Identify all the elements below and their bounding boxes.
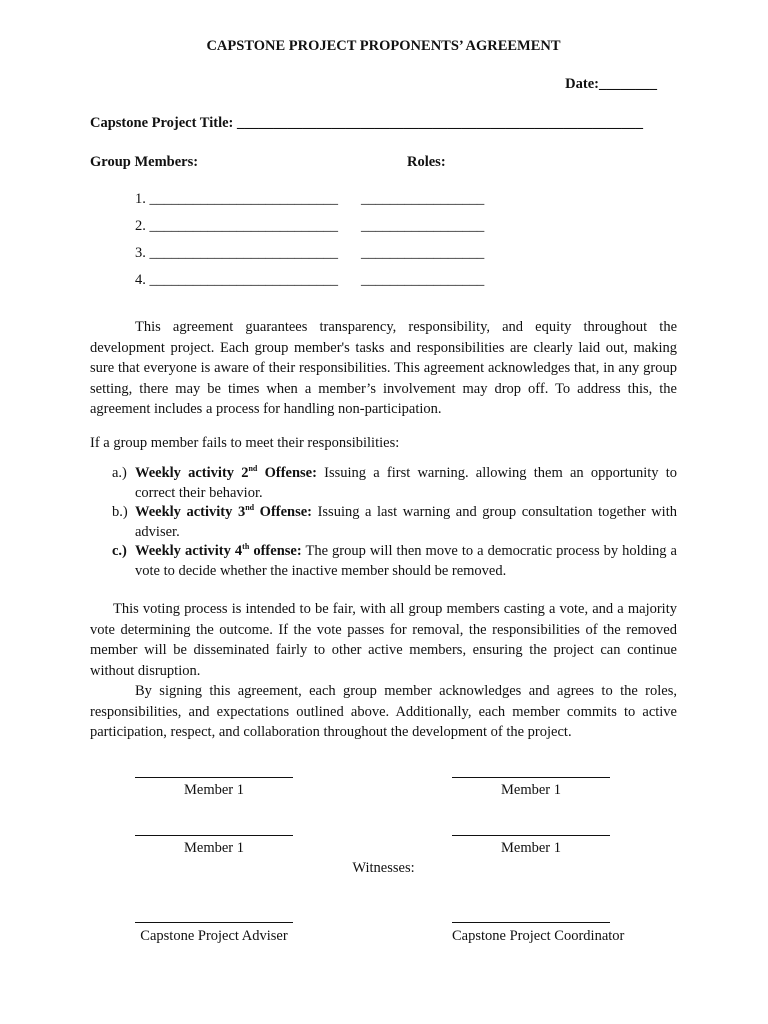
- signature-label-member: Member 1: [501, 782, 561, 798]
- member-line-1: [135, 191, 338, 208]
- signature-line: [135, 922, 293, 923]
- offense-text: The group will then move to a democratic process by holding a vote to decide whether the inactive member should be removed.: [135, 543, 677, 579]
- role-line-2: _________________: [361, 218, 485, 234]
- member-number: 3.: [135, 245, 146, 261]
- fail-intro-text: If a group member fails to meet their responsibilities:: [90, 435, 400, 451]
- offense-item-c: [112, 542, 677, 581]
- member-line-4: [135, 272, 338, 289]
- signature-line: [135, 777, 293, 778]
- offense-item-a: [112, 464, 677, 503]
- signature-line: [135, 835, 293, 836]
- role-line-3: _________________: [361, 245, 485, 261]
- document-page: [90, 0, 677, 1024]
- offense-list: [112, 464, 677, 581]
- witnesses-label: Witnesses:: [352, 860, 415, 876]
- signature-label-coordinator: Capstone Project Coordinator: [452, 928, 625, 944]
- member-line-3: [135, 245, 338, 262]
- offense-marker: a.): [112, 465, 127, 481]
- member-line-2: [135, 218, 338, 235]
- signature-label-member: Member 1: [501, 840, 561, 856]
- offense-heading: Weekly activity 3nd Offense:: [135, 503, 313, 520]
- signature-label-adviser: Capstone Project Adviser: [140, 928, 288, 944]
- intro-paragraph: This agreement guarantees transparency, responsibility, and equity throughout the development project. Each group member's tasks and responsibilities are clearly laid out, making sure that everyone is aware of their responsibilities. This agreement acknowledges that, in any group setting, there may be times when a member’s involvement may drop off. To address this, the agreement includes a process for handling non-participation.: [90, 319, 677, 417]
- member-blank: __________________________: [149, 191, 338, 207]
- signing-paragraph: By signing this agreement, each group member acknowledges and agrees to the roles, responsibilities, and expectations outlined above. Additionally, each member commits to active participation, respect, and collaboration throughout the development of the project.: [90, 683, 677, 740]
- offense-text: Issuing a last warning and group consultation together with adviser.: [135, 504, 677, 540]
- signature-line: [452, 777, 610, 778]
- offense-text: Issuing a first warning. allowing them an opportunity to correct their behavior.: [135, 465, 677, 501]
- group-members-heading: Group Members:: [90, 154, 199, 170]
- document-title: CAPSTONE PROJECT PROPONENTS’ AGREEMENT: [206, 38, 561, 54]
- member-number: 4.: [135, 272, 146, 288]
- signature-line: [452, 922, 610, 923]
- member-blank: __________________________: [149, 272, 338, 288]
- signature-label-member: Member 1: [184, 782, 244, 798]
- role-line-1: _________________: [361, 191, 485, 207]
- signature-label-member: Member 1: [184, 840, 244, 856]
- offense-heading: Weekly activity 4th offense:: [135, 542, 302, 559]
- date-field: Date:________: [565, 76, 657, 92]
- roles-heading: Roles:: [407, 154, 446, 170]
- offense-marker: c.): [112, 543, 127, 559]
- voting-paragraph: This voting process is intended to be fair, with all group members casting a vote, and a majority vote determining the outcome. If the vote passes for removal, the responsibilities of the removed member will be disseminated fairly to other active members, ensuring the project can continue without disruption.: [90, 601, 677, 679]
- member-blank: __________________________: [149, 245, 338, 261]
- offense-item-b: [112, 503, 677, 542]
- offense-marker: b.): [112, 504, 128, 520]
- member-number: 1.: [135, 191, 146, 207]
- offense-heading: Weekly activity 2nd Offense:: [135, 464, 317, 481]
- project-title-field: Capstone Project Title: ________________________________________________________: [90, 115, 643, 131]
- member-blank: __________________________: [149, 218, 338, 234]
- signature-line: [452, 835, 610, 836]
- member-number: 2.: [135, 218, 146, 234]
- role-line-4: _________________: [361, 272, 485, 288]
